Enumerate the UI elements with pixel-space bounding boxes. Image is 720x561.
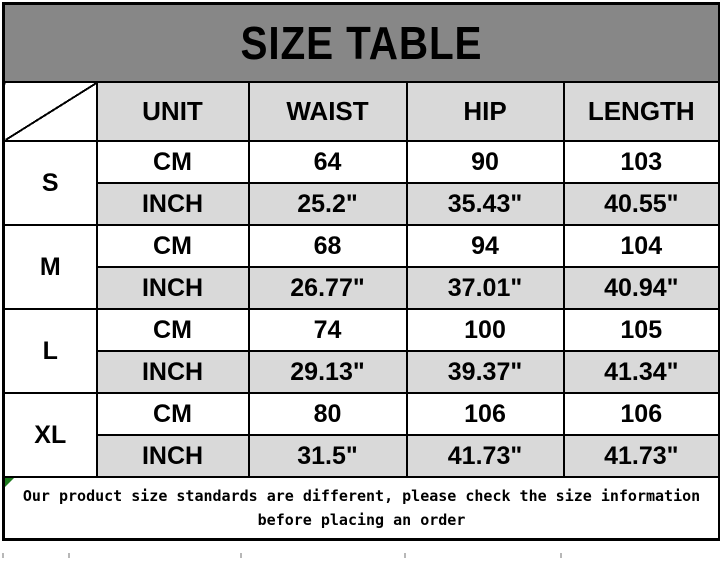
grid-tick	[404, 553, 406, 558]
grid-tick	[2, 553, 4, 558]
cell-l-inch-waist: 29.13"	[249, 351, 407, 393]
cell-m-cm-length: 104	[564, 225, 720, 267]
cell-s-inch-length: 40.55"	[564, 183, 720, 225]
header-waist: WAIST	[249, 82, 407, 141]
cell-xl-inch-unit: INCH	[97, 435, 249, 477]
cell-m-inch-unit: INCH	[97, 267, 249, 309]
cell-l-inch-hip: 39.37"	[407, 351, 564, 393]
header-length: LENGTH	[564, 82, 720, 141]
cell-m-cm-waist: 68	[249, 225, 407, 267]
cell-s-cm-hip: 90	[407, 141, 564, 183]
header-hip: HIP	[407, 82, 564, 141]
title-row	[4, 4, 720, 83]
cell-xl-cm-unit: CM	[97, 393, 249, 435]
cell-l-cm-hip: 100	[407, 309, 564, 351]
size-label-xl: XL	[4, 393, 97, 477]
size-label-m: M	[4, 225, 97, 309]
note-text: Our product size standards are different, please check the size information before placing an order	[22, 487, 701, 529]
row-m-cm	[4, 225, 720, 267]
grid-tick	[240, 553, 242, 558]
row-s-cm	[4, 141, 720, 183]
grid-tick	[560, 553, 562, 558]
cell-xl-inch-hip: 41.73"	[407, 435, 564, 477]
page-title	[4, 4, 720, 83]
cell-m-cm-unit: CM	[97, 225, 249, 267]
cell-xl-cm-length: 106	[564, 393, 720, 435]
size-table	[2, 2, 720, 541]
cell-m-cm-hip: 94	[407, 225, 564, 267]
cell-m-inch-length: 40.94"	[564, 267, 720, 309]
cell-s-inch-hip: 35.43"	[407, 183, 564, 225]
note-row	[4, 477, 720, 540]
cell-xl-cm-hip: 106	[407, 393, 564, 435]
size-label-l: L	[4, 309, 97, 393]
cell-l-cm-unit: CM	[97, 309, 249, 351]
cell-s-inch-unit: INCH	[97, 183, 249, 225]
note-cell	[4, 477, 720, 540]
cell-l-inch-length: 41.34"	[564, 351, 720, 393]
cell-xl-cm-waist: 80	[249, 393, 407, 435]
cell-s-cm-length: 103	[564, 141, 720, 183]
cell-corner-marker-icon	[5, 478, 14, 487]
header-row	[4, 82, 720, 141]
cell-xl-inch-length: 41.73"	[564, 435, 720, 477]
cell-s-inch-waist: 25.2"	[249, 183, 407, 225]
page-title-text: SIZE TABLE	[240, 17, 483, 69]
cell-l-cm-length: 105	[564, 309, 720, 351]
row-s-inch	[4, 183, 720, 225]
cell-l-cm-waist: 74	[249, 309, 407, 351]
cell-l-inch-unit: INCH	[97, 351, 249, 393]
header-unit: UNIT	[97, 82, 249, 141]
size-label-s: S	[4, 141, 97, 225]
cell-xl-inch-waist: 31.5"	[249, 435, 407, 477]
grid-tick	[68, 553, 70, 558]
cell-s-cm-unit: CM	[97, 141, 249, 183]
row-l-inch	[4, 351, 720, 393]
row-xl-cm	[4, 393, 720, 435]
cell-m-inch-hip: 37.01"	[407, 267, 564, 309]
diagonal-corner-cell	[4, 82, 97, 141]
row-l-cm	[4, 309, 720, 351]
cell-m-inch-waist: 26.77"	[249, 267, 407, 309]
cropped-next-row-strip	[0, 553, 720, 561]
row-xl-inch	[4, 435, 720, 477]
cell-s-cm-waist: 64	[249, 141, 407, 183]
row-m-inch	[4, 267, 720, 309]
